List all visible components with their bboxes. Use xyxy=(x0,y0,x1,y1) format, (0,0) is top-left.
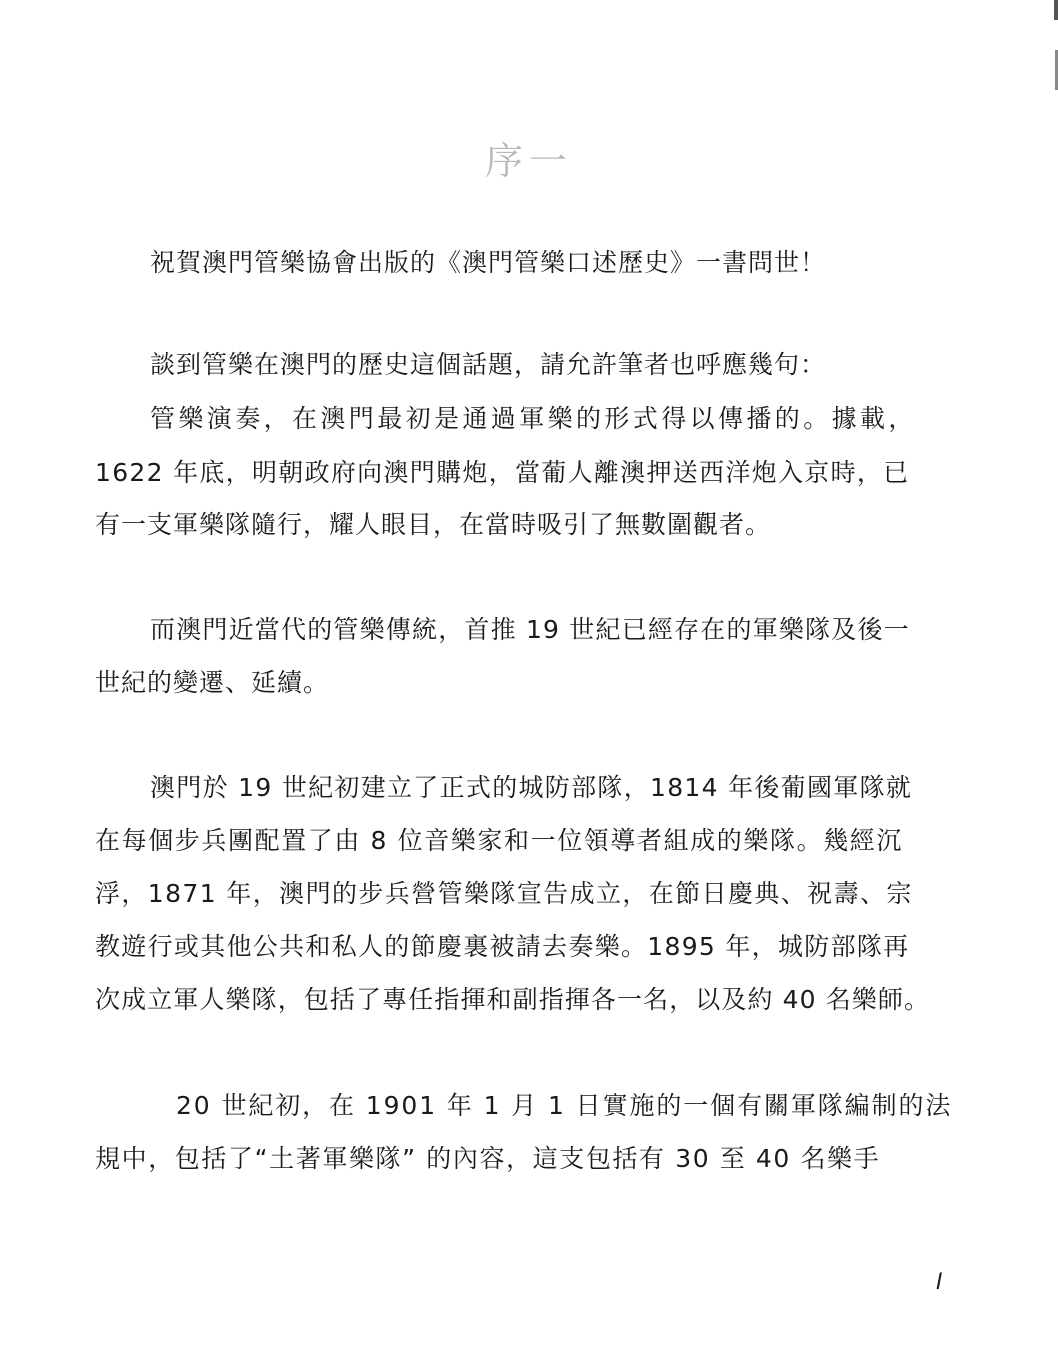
text-line: 1622 年底，明朝政府向澳門購炮，當葡人離澳押送西洋炮入京時，已 xyxy=(95,458,910,487)
text-line: 管樂演奏，在澳門最初是通過軍樂的形式得以傳播的。據載， xyxy=(150,404,917,433)
text-line: 世紀的變遷、延續。 xyxy=(95,668,330,697)
text-line: 有一支軍樂隊隨行，耀人眼目，在當時吸引了無數圍觀者。 xyxy=(95,510,772,539)
text-line: 規中，包括了“土著軍樂隊” 的內容，這支包括有 30 至 40 名樂手 xyxy=(95,1144,881,1173)
text-line: 祝賀澳門管樂協會出版的《澳門管樂口述歷史》一書問世！ xyxy=(150,248,827,277)
text-line: 澳門於 19 世紀初建立了正式的城防部隊，1814 年後葡國軍隊就 xyxy=(150,773,913,802)
text-line: 次成立軍人樂隊，包括了專任指揮和副指揮各一名，以及約 40 名樂師。 xyxy=(95,985,931,1014)
text-line: 浮，1871 年，澳門的步兵營管樂隊宣告成立，在節日慶典、祝壽、宗 xyxy=(95,879,913,908)
scan-edge-mark xyxy=(1054,0,1058,20)
text-line: 20 世紀初，在 1901 年 1 月 1 日實施的一個有關軍隊編制的法 xyxy=(176,1091,953,1120)
text-line: 教遊行或其他公共和私人的節慶裏被請去奏樂。1895 年，城防部隊再 xyxy=(95,932,910,961)
text-line: 談到管樂在澳門的歷史這個話題，請允許筆者也呼應幾句： xyxy=(150,350,827,379)
page-title: 序一 xyxy=(484,139,573,183)
text-line: 而澳門近當代的管樂傳統，首推 19 世紀已經存在的軍樂隊及後一 xyxy=(150,615,910,644)
page-number: I xyxy=(936,1270,943,1295)
text-line: 在每個步兵團配置了由 8 位音樂家和一位領導者組成的樂隊。幾經沉 xyxy=(95,826,904,855)
